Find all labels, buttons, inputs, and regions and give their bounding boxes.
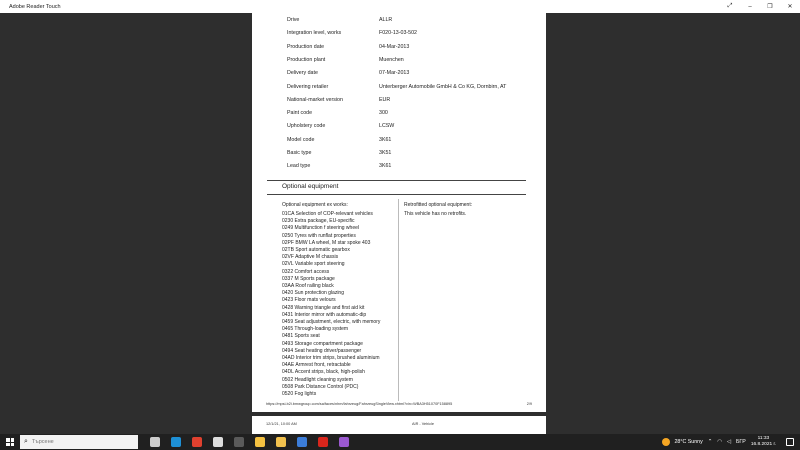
equipment-item: 0459 Seat adjustment, electric, with memory [282,319,381,326]
info-row [287,150,537,160]
info-value: 3K61 [379,163,392,170]
equipment-item: 0322 Comfort access [282,268,330,275]
equipment-item: 03AA Roof railing black [282,283,334,290]
clock-date: 16.8.2021 г. [750,442,776,447]
info-value: 300 [379,110,388,117]
search-input[interactable] [32,439,122,445]
info-row [287,97,537,107]
chrome-icon-glyph [192,437,202,447]
equipment-list [282,211,396,398]
settings-icon[interactable] [207,434,228,450]
equipment-item: 0494 Seat heating driver/passenger [282,347,362,354]
equipment-item: 01CA Selection of COP-relevant vehicles [282,211,373,217]
info-value: 3K51 [379,150,392,156]
weather-sun-icon[interactable] [662,438,670,446]
info-value: EUR [379,96,391,103]
info-label: Basic type [287,150,312,156]
network-icon[interactable]: ◠ [717,439,722,445]
equipment-item: 04AD Interior trim strips, brushed aluminium [282,355,380,362]
column-divider [398,199,399,401]
fullscreen-icon[interactable]: ⤢ [727,3,733,9]
page-header-date: 12/1/21, 10:00 AM [266,422,297,426]
equipment-item: 0520 Fog lights [282,391,317,398]
equipment-item: 02PF BMW LA wheel, M star spoke 403 [282,239,371,246]
store-icon[interactable] [333,434,354,450]
calculator-icon-glyph [234,437,244,447]
info-label: Upholstery code [287,123,326,130]
info-row [287,30,537,40]
info-label: Lead type [287,163,311,170]
page-number: 2/9 [526,402,532,406]
equipment-item: 02TB Sport automatic gearbox [282,247,350,254]
weather-text[interactable]: 28°C Sunny [674,439,703,445]
adobe-reader-icon-glyph [318,437,328,447]
info-value: F020-13-03-502 [379,30,417,37]
edge-icon[interactable] [165,434,186,450]
equipment-item: 0508 Park Distance Control (PDC) [282,383,359,390]
windows-logo-icon [6,438,14,446]
chrome-icon[interactable] [186,434,207,450]
info-value: 04-Mar-2013 [379,43,410,50]
info-row [287,57,537,67]
info-label: National-market version [287,96,343,103]
taskbar-search[interactable] [20,435,138,449]
file-explorer-icon[interactable] [270,434,291,450]
section-title: Optional equipment [282,183,339,190]
notification-icon[interactable] [786,438,794,446]
calculator-icon[interactable] [228,434,249,450]
info-value: ALLR [379,17,393,23]
section-divider [267,194,526,195]
weather-app-icon-glyph [255,437,265,447]
equipment-item: 0428 Warning triangle and first aid kit [282,304,365,311]
pinned-apps [144,434,354,450]
ex-works-heading: Optional equipment ex works: [282,202,348,208]
info-value: 3K61 [379,136,392,143]
clock-time: 11:33 [757,436,770,441]
equipment-item: 04AE Armrest front, retractable [282,362,351,369]
file-explorer-icon-glyph [276,437,286,447]
info-label: Delivering retailer [287,83,329,90]
start-button[interactable] [0,434,20,450]
notes-app-icon-glyph [297,437,307,447]
info-label: Model code [287,136,315,143]
store-icon-glyph [339,437,349,447]
info-label: Integration level, works [287,30,342,37]
section-divider [267,180,526,181]
search-icon: ⌕ [24,438,28,445]
settings-icon-glyph [213,437,223,447]
info-row [287,123,537,133]
equipment-item: 04DL Accent strips, black, high-polish [282,369,365,376]
retrofitted-heading: Retrofitted optional equipment: [404,202,473,208]
info-value: Unterberger Automobile GmbH & Co KG, Dornbirn, AT [379,83,507,90]
weather-app-icon[interactable] [249,434,270,450]
info-row [287,137,537,147]
equipment-item: 0423 Floor mats velours [282,297,336,304]
info-row [287,110,537,120]
info-value: Muenchen [379,56,404,63]
equipment-item: 02VF Adaptive M chassis [282,254,339,261]
document-viewer[interactable] [0,13,800,434]
pdf-page-next [252,416,546,434]
notes-app-icon[interactable] [291,434,312,450]
language-indicator[interactable]: БГР [735,439,746,445]
info-row [287,163,537,173]
pdf-page [252,13,546,412]
app-title: Adobe Reader Touch [9,3,61,10]
info-row [287,70,537,80]
equipment-item: 0493 Storage compartment package [282,340,363,347]
equipment-item: 0465 Through-loading system [282,326,349,333]
page-header-title: AIR - Vehicle [412,422,434,426]
equipment-item: 02VL Variable sport steering [282,261,345,268]
equipment-item: 0502 Headlight cleaning system [282,376,353,383]
task-view-icon-glyph [150,437,160,447]
info-label: Production date [287,43,325,50]
info-label: Drive [287,17,300,23]
footer-url: https://mpsi-b2i.bmwgroup.com/sa/faces/nhm/fahrzeug/FahrzeugSingleView.xhtml?vin=WBA3H51070F158895 [266,402,453,406]
equipment-item: 0337 M Sports package [282,275,335,282]
window-controls [720,0,800,13]
title-bar [0,0,800,13]
chevron-up-icon[interactable]: ⌃ [707,439,713,445]
info-row [287,84,537,94]
info-row [287,44,537,54]
info-value: LCSW [379,123,395,130]
equipment-item: 0431 Interior mirror with automatic-dip [282,311,367,318]
edge-icon-glyph [171,437,181,447]
minimize-button[interactable]: – [748,3,752,10]
equipment-item: 0249 Multifunction f steering wheel [282,225,359,232]
equipment-item: 0481 Sports seat [282,333,320,340]
maximize-button[interactable]: ❐ [767,4,773,10]
equipment-item: 0420 Sun protection glazing [282,290,344,297]
equipment-item: 0250 Tyres with runflat properties [282,232,356,239]
retrofitted-text: This vehicle has no retrofits. [404,211,467,217]
info-label: Delivery date [287,70,318,77]
info-value: 07-Mar-2013 [379,70,410,77]
info-row [287,17,537,27]
equipment-item: 0230 Extra package, EU-specific [282,218,355,225]
volume-icon[interactable]: ◁ [726,439,731,445]
task-view-icon[interactable] [144,434,165,450]
system-tray [662,434,800,450]
info-label: Paint code [287,110,313,117]
adobe-reader-icon[interactable] [312,434,333,450]
taskbar [0,434,800,450]
info-label: Production plant [287,56,326,63]
clock[interactable] [751,436,776,448]
close-button[interactable]: ✕ [787,4,793,10]
